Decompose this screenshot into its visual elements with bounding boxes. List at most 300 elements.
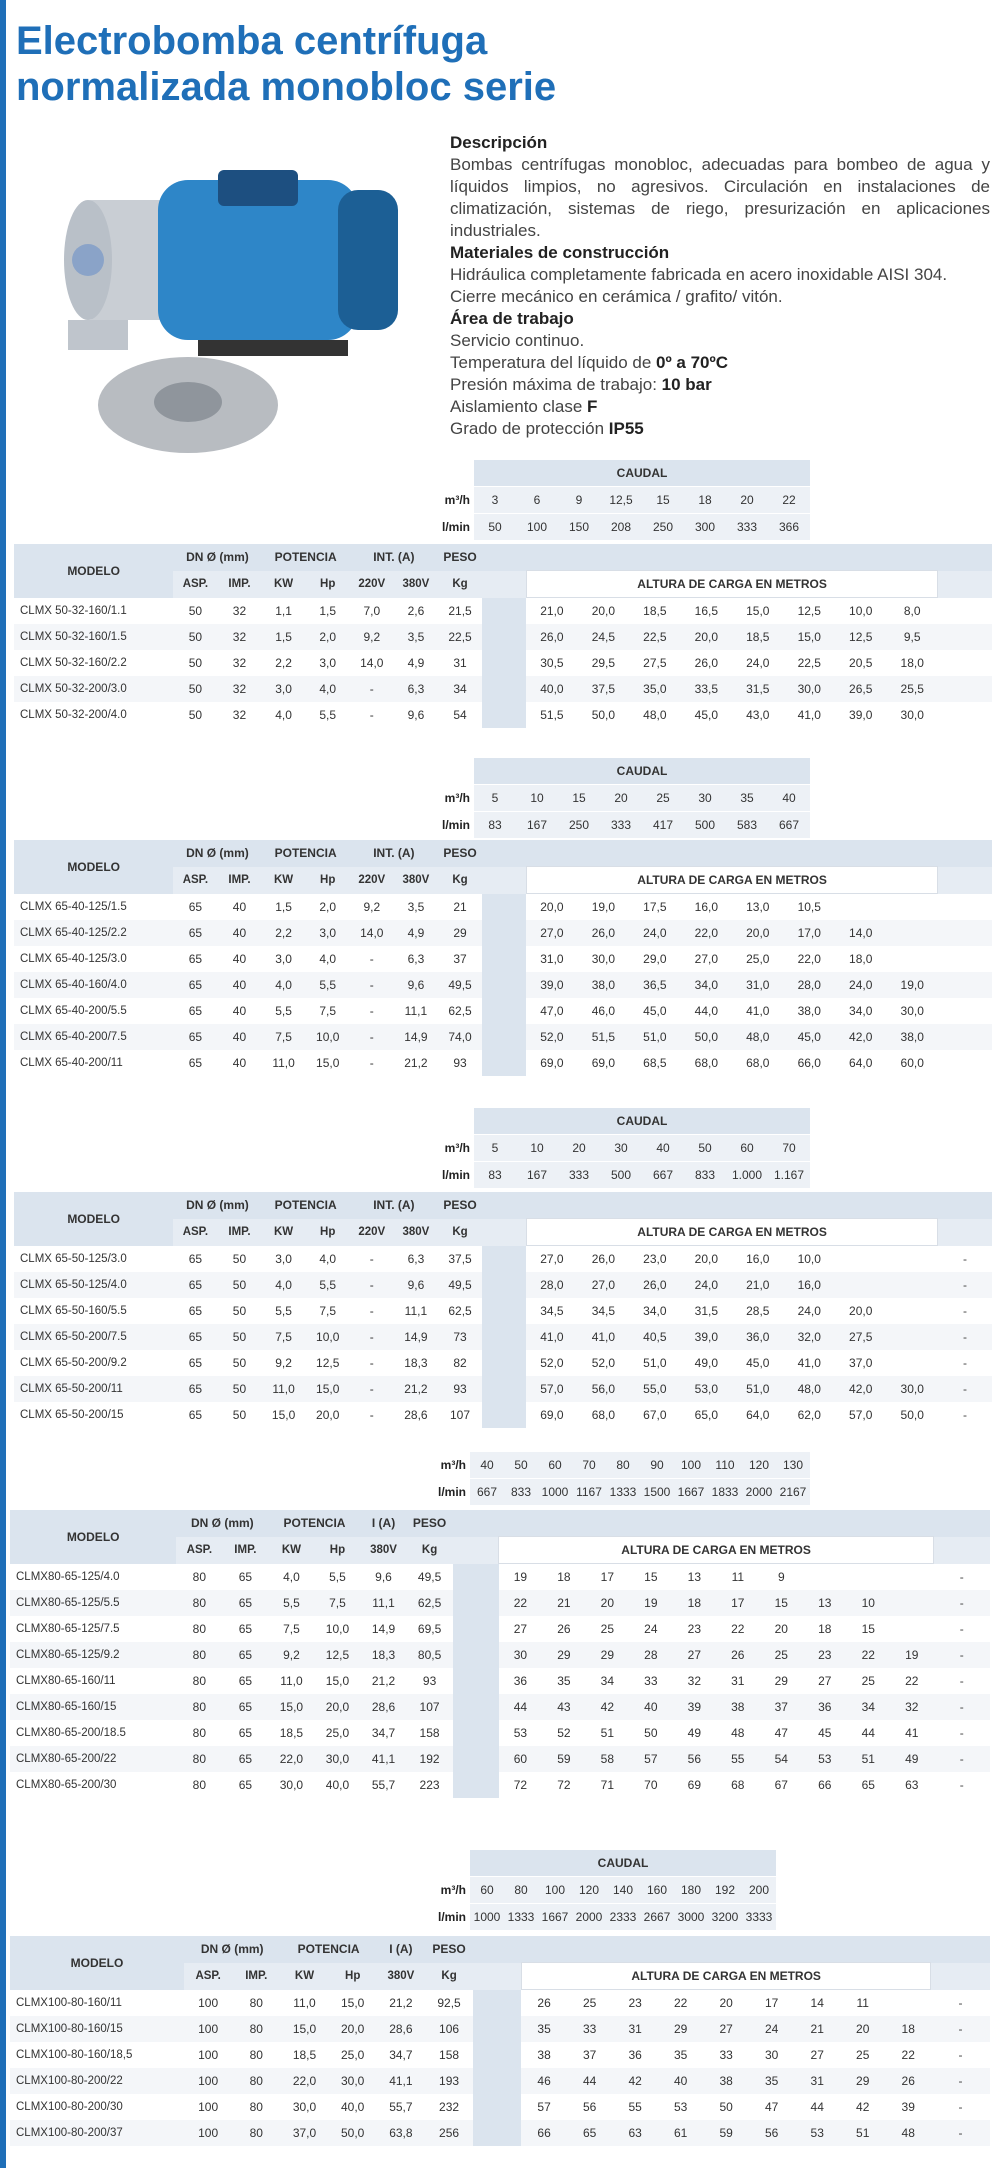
head-value: 51,0: [643, 1356, 667, 1370]
spec-value: 100: [184, 2016, 232, 2042]
table-row: [10, 2120, 990, 2146]
subheader: Hp: [314, 1537, 360, 1564]
spec-value: 106: [425, 2016, 473, 2042]
head-value: 20,0: [591, 604, 616, 618]
head-value: 20,0: [540, 900, 564, 914]
row-dash: -: [933, 1694, 990, 1720]
peso-header: PESO: [438, 1192, 482, 1219]
spec-value: 65: [238, 1726, 253, 1740]
spec-value: 5,5: [306, 1272, 350, 1298]
flow-lmin: 583: [726, 812, 768, 839]
head-value: 63: [905, 1778, 919, 1792]
head-value: 26,0: [591, 1252, 616, 1266]
head-value: 29,0: [643, 952, 667, 966]
spec-value: 7,5: [283, 1622, 300, 1636]
spec-value: 15,0: [325, 1674, 350, 1688]
flow-m3h: 110: [708, 1452, 742, 1479]
row-dash: -: [931, 2016, 990, 2042]
dn-header: DN Ø (mm): [173, 840, 261, 867]
potencia-header: POTENCIA: [262, 1192, 350, 1219]
head-value: 28,0: [526, 1272, 577, 1298]
head-value: 23: [628, 1996, 642, 2010]
head-value: 24,0: [681, 1272, 732, 1298]
head-value: 29: [658, 2016, 704, 2042]
unit-m3h: m³/h: [426, 1877, 470, 1904]
head-value: 59: [703, 2120, 749, 2146]
flow-lmin: 2000: [742, 1479, 776, 1506]
spec-value: 2,2: [275, 656, 292, 670]
model-name: CLMX100-80-200/30: [16, 2101, 123, 2113]
spec-value: 50: [232, 1251, 247, 1266]
head-value: 53: [673, 2100, 688, 2114]
head-value: 51,5: [578, 1024, 629, 1050]
subheader: KW: [280, 1963, 328, 1990]
dn-header: DN Ø (mm): [184, 1936, 280, 1963]
spec-value: 3,0: [275, 952, 292, 966]
current-header: INT. (A): [350, 544, 438, 571]
spec-value: 28,6: [377, 2016, 425, 2042]
spec-value: 15,0: [280, 2016, 328, 2042]
table-row: [14, 998, 992, 1024]
spec-value: 50: [217, 1324, 261, 1350]
head-value: 27: [810, 2048, 824, 2062]
head-value: 38,0: [578, 972, 629, 998]
head-value: 72: [557, 1778, 571, 1792]
head-value: 14,0: [835, 920, 886, 946]
spec-value: 93: [438, 1376, 482, 1402]
head-value: 17,5: [643, 900, 667, 914]
head-value: 34,0: [643, 1304, 667, 1318]
flow-m3h: 120: [572, 1877, 606, 1904]
head-value: 33: [567, 2016, 613, 2042]
flow-lmin: 1.167: [768, 1162, 810, 1189]
row-dash: -: [962, 1251, 967, 1266]
model-name: CLMX 50-32-160/1.5: [14, 624, 173, 650]
row-dash: -: [962, 1304, 967, 1318]
head-value: 65,0: [694, 1408, 718, 1422]
model-name: CLMX 65-50-200/15: [20, 1409, 124, 1421]
spec-value: 4,0: [306, 676, 350, 702]
spec-value: 80,5: [407, 1642, 453, 1668]
spec-value: 50: [188, 656, 203, 670]
spec-value: 9,2: [363, 899, 381, 914]
flow-m3h: 3: [474, 487, 516, 514]
spec-value: 5,5: [319, 708, 337, 722]
head-value: 68: [731, 1778, 745, 1792]
head-value: 48: [885, 2120, 931, 2146]
head-value: 20,0: [732, 920, 783, 946]
spec-value: -: [369, 1356, 374, 1370]
subheader: IMP.: [217, 867, 261, 894]
flow-m3h: 5: [474, 1135, 516, 1162]
head-value: 24: [749, 2016, 795, 2042]
table-row: [14, 1376, 992, 1402]
head-value: 60: [499, 1746, 542, 1772]
head-value: 27,0: [540, 1252, 564, 1266]
model-name: CLMX 65-50-200/11: [14, 1376, 173, 1402]
head-value: 40,5: [629, 1324, 680, 1350]
flow-m3h: 140: [606, 1877, 640, 1904]
spec-value: 1,5: [275, 899, 292, 914]
head-value: 27: [818, 1674, 832, 1688]
head-value: 12,5: [835, 624, 886, 650]
subheader: Hp: [306, 1219, 350, 1246]
head-value: 18: [673, 1590, 716, 1616]
head-value: 67,0: [643, 1408, 667, 1422]
flow-m3h: 40: [642, 1135, 684, 1162]
spec-value: 65: [222, 1590, 268, 1616]
spec-value: 37,0: [280, 2120, 328, 2146]
subheader: ASP.: [184, 1963, 232, 1990]
head-value: 56: [749, 2120, 795, 2146]
table-row: [10, 2068, 990, 2094]
spec-table: [14, 544, 992, 728]
spec-value: 107: [407, 1694, 453, 1720]
altura-header: ALTURA DE CARGA EN METROS: [526, 571, 938, 598]
flow-lmin: 50: [474, 514, 516, 541]
head-value: 31: [794, 2068, 840, 2094]
flow-m3h: 130: [776, 1452, 810, 1479]
flow-lmin: 667: [470, 1479, 504, 1506]
head-value: 20,0: [681, 624, 732, 650]
flow-m3h: 35: [726, 785, 768, 812]
peso-header: PESO: [407, 1510, 453, 1537]
spec-value: 223: [419, 1778, 440, 1792]
flow-m3h: 5: [474, 785, 516, 812]
spec-value: 7,0: [363, 603, 381, 618]
head-value: 24: [644, 1622, 658, 1636]
head-value: [835, 894, 886, 921]
flow-lmin: 150: [558, 514, 600, 541]
spec-value: 11,0: [280, 1674, 303, 1688]
spec-value: 28,6: [404, 1408, 428, 1422]
head-value: 17,0: [784, 920, 835, 946]
model-name: CLMX 65-40-125/2.2: [14, 920, 173, 946]
spec-value: 62,5: [448, 1304, 472, 1318]
spec-value: 28,6: [361, 1694, 407, 1720]
head-value: 52,0: [526, 1024, 577, 1050]
head-value: 57: [537, 2100, 551, 2114]
head-value: 8,0: [903, 604, 921, 618]
head-value: 17: [716, 1590, 759, 1616]
head-value: 34,5: [591, 1304, 616, 1318]
spec-value: 65: [188, 1408, 203, 1422]
spec-value: 50: [173, 676, 217, 702]
spec-value: 62,5: [448, 1004, 472, 1018]
head-value: 38,0: [797, 1004, 821, 1018]
spec-value: 3,0: [275, 1251, 292, 1266]
head-value: 20,0: [849, 1304, 873, 1318]
head-value: 52,0: [591, 1356, 616, 1370]
head-value: 44: [861, 1726, 875, 1740]
spec-value: 3,5: [394, 624, 438, 650]
head-value: 53: [513, 1726, 528, 1740]
spec-value: 256: [425, 2120, 473, 2146]
flow-m3h: 100: [538, 1877, 572, 1904]
spec-value: -: [369, 1056, 374, 1070]
unit-lmin: l/min: [430, 812, 474, 839]
unit-m3h: m³/h: [430, 487, 474, 514]
head-value: 40,0: [526, 676, 577, 702]
model-name: CLMX100-80-200/37: [10, 2120, 184, 2146]
head-value: 34,0: [681, 972, 732, 998]
head-value: 68,5: [643, 1056, 667, 1070]
spec-value: 21,2: [394, 1376, 438, 1402]
spec-value: 40: [232, 1004, 247, 1018]
spec-value: 65: [238, 1622, 253, 1636]
head-value: 34,0: [849, 1004, 873, 1018]
head-value: 31: [731, 1674, 745, 1688]
spec-value: 40: [217, 1024, 261, 1050]
head-value: 51: [847, 1746, 890, 1772]
spec-value: 100: [198, 2100, 219, 2114]
row-dash: [938, 676, 992, 702]
caudal-label: CAUDAL: [470, 1850, 776, 1877]
head-value: 22: [673, 1996, 688, 2010]
row-dash: -: [933, 1590, 990, 1616]
flow-m3h: 180: [674, 1877, 708, 1904]
flow-lmin: 667: [642, 1162, 684, 1189]
head-value: 69,0: [540, 1408, 564, 1422]
table-row: [14, 702, 992, 728]
model-name: CLMX80-65-125/4.0: [16, 1570, 120, 1583]
materials-heading: Materiales de construcción: [450, 243, 670, 262]
head-value: 33: [719, 2048, 733, 2062]
spec-value: 21,2: [404, 1056, 428, 1070]
head-value: 30,0: [591, 952, 616, 966]
head-value: 26: [557, 1622, 571, 1636]
spec-value: 21,2: [371, 1674, 396, 1688]
caudal-label: CAUDAL: [474, 1108, 810, 1135]
spec-value: 50,0: [329, 2120, 377, 2146]
subheader: ASP.: [173, 571, 217, 598]
spec-value: 4,0: [283, 1569, 300, 1584]
head-value: 25: [856, 2048, 870, 2062]
head-value: 58: [586, 1746, 629, 1772]
unit-lmin: l/min: [426, 1904, 470, 1931]
table-row: [14, 1272, 992, 1298]
flow-lmin: 300: [684, 514, 726, 541]
unit-lmin: l/min: [430, 1162, 474, 1189]
head-value: 30,0: [886, 1376, 937, 1402]
unit-m3h: m³/h: [426, 1452, 470, 1479]
flow-lmin: 250: [642, 514, 684, 541]
spec-value: 6,3: [407, 1251, 425, 1266]
model-name: CLMX80-65-125/7.5: [16, 1623, 120, 1635]
head-value: 38: [716, 1694, 759, 1720]
spec-value: 80: [249, 1995, 263, 2010]
potencia-header: POTENCIA: [262, 840, 350, 867]
head-value: 68,0: [591, 1408, 616, 1422]
head-value: 50,0: [591, 708, 616, 722]
head-value: [886, 1324, 937, 1350]
spec-value: 100: [184, 2068, 232, 2094]
spec-value: 55,7: [389, 2100, 413, 2114]
head-value: 26: [885, 2068, 931, 2094]
head-value: [886, 946, 937, 972]
table-row: [10, 2042, 990, 2068]
head-value: 44,0: [694, 1004, 718, 1018]
spec-value: 31: [453, 656, 467, 670]
head-value: 47: [774, 1726, 788, 1740]
head-value: 61: [658, 2120, 704, 2146]
spec-value: 2,2: [262, 920, 306, 946]
head-value: 57,0: [526, 1376, 577, 1402]
spec-value: 80: [232, 2016, 280, 2042]
flow-lmin: 3000: [674, 1904, 708, 1931]
table-row: [10, 1668, 990, 1694]
head-value: [890, 1616, 933, 1642]
table-row: [14, 894, 992, 921]
head-value: 19: [890, 1642, 933, 1668]
current-header: INT. (A): [350, 1192, 438, 1219]
flow-lmin: 1.000: [726, 1162, 768, 1189]
head-value: 27: [513, 1622, 528, 1636]
spec-value: 65: [173, 1376, 217, 1402]
head-value: 48,0: [732, 1024, 783, 1050]
head-value: 19: [513, 1570, 528, 1584]
head-value: 31,5: [732, 676, 783, 702]
flow-lmin: 1500: [640, 1479, 674, 1506]
spec-table: [10, 1510, 990, 1798]
spec-value: 3,5: [407, 899, 425, 914]
head-value: 31,5: [694, 1304, 718, 1318]
head-value: 22: [731, 1622, 745, 1636]
spec-value: 18,5: [279, 1726, 304, 1740]
head-value: 18,0: [900, 656, 924, 670]
head-value: 20,5: [849, 656, 873, 670]
spec-value: 65: [188, 1004, 203, 1018]
head-value: 26,0: [526, 624, 577, 650]
spec-value: 7,5: [262, 1024, 306, 1050]
spec-value: 100: [184, 2120, 232, 2146]
head-value: [835, 1246, 886, 1273]
table-row: [14, 624, 992, 650]
model-name: CLMX100-80-200/22: [10, 2068, 184, 2094]
subheader: Hp: [329, 1963, 377, 1990]
peso-header: PESO: [438, 544, 482, 571]
head-value: 69,0: [540, 1056, 564, 1070]
head-value: 51,0: [732, 1376, 783, 1402]
head-value: 48,0: [643, 708, 667, 722]
spec-value: 15,0: [341, 1995, 365, 2010]
head-value: 27: [703, 2016, 749, 2042]
spec-value: -: [369, 1004, 374, 1018]
flow-lmin: 167: [516, 812, 558, 839]
subheader: 220V: [350, 1219, 394, 1246]
flow-m3h: 6: [516, 487, 558, 514]
caudal-label: CAUDAL: [474, 460, 810, 487]
spec-value: 9,6: [407, 708, 425, 722]
model-name: CLMX80-65-200/30: [16, 1779, 117, 1791]
head-value: 35,0: [629, 676, 680, 702]
spec-value: 2,0: [319, 899, 337, 914]
subheader: KW: [268, 1537, 314, 1564]
flow-m3h: 15: [642, 487, 684, 514]
model-name: CLMX 65-50-125/3.0: [20, 1252, 127, 1265]
head-value: 38: [537, 2048, 551, 2062]
head-value: 15,0: [746, 604, 770, 618]
head-value: 64,0: [849, 1056, 873, 1070]
spec-value: -: [350, 1024, 394, 1050]
spec-value: 3,0: [319, 656, 337, 670]
row-dash: -: [931, 2068, 990, 2094]
head-value: 19,0: [886, 972, 937, 998]
spec-value: 11,1: [404, 1004, 428, 1018]
unit-lmin: l/min: [426, 1479, 470, 1506]
subheader: KW: [262, 867, 306, 894]
flow-lmin: 2167: [776, 1479, 810, 1506]
head-value: 27,5: [835, 1324, 886, 1350]
spec-value: -: [369, 708, 374, 722]
head-value: 66,0: [797, 1056, 821, 1070]
spec-value: 5,5: [275, 1004, 292, 1018]
caudal-label: CAUDAL: [474, 758, 810, 785]
subheader: 380V: [394, 867, 438, 894]
spec-value: 63,8: [377, 2120, 425, 2146]
head-value: 65: [861, 1778, 875, 1792]
flow-lmin: 208: [600, 514, 642, 541]
caudal-table: [430, 460, 810, 541]
spec-value: -: [369, 1408, 374, 1422]
head-value: 72: [513, 1778, 528, 1792]
head-value: 41,0: [797, 708, 821, 722]
spec-value: 41,1: [361, 1746, 407, 1772]
flow-lmin: 1167: [572, 1479, 606, 1506]
head-value: 42: [586, 1694, 629, 1720]
spec-value: 80: [232, 2068, 280, 2094]
row-dash: [938, 624, 992, 650]
head-value: 21,0: [540, 604, 564, 618]
spec-value: 15,0: [271, 1408, 296, 1422]
table-row: [14, 1350, 992, 1376]
head-value: 20: [840, 2016, 886, 2042]
subheader: ASP.: [173, 867, 217, 894]
spec-value: 74,0: [438, 1024, 482, 1050]
spec-value: 65: [238, 1674, 253, 1688]
modelo-header: MODELO: [14, 1192, 173, 1246]
spec-value: 65: [238, 1569, 253, 1584]
row-dash: -: [933, 1746, 990, 1772]
spec-value: 14,9: [371, 1622, 396, 1636]
head-value: 47: [765, 2100, 779, 2114]
materials-text-1: Hidráulica completamente fabricada en acero inoxidable AISI 304.: [450, 265, 948, 284]
spec-value: 1,1: [275, 603, 292, 618]
altura-header: ALTURA DE CARGA EN METROS: [526, 1219, 938, 1246]
head-value: 41,0: [797, 1356, 821, 1370]
head-value: 18: [885, 2016, 931, 2042]
spec-value: 65: [173, 1024, 217, 1050]
head-value: 18,5: [732, 624, 783, 650]
spec-value: 32: [217, 624, 261, 650]
head-value: 36: [628, 2048, 642, 2062]
head-value: 18: [818, 1622, 832, 1636]
table-row: [10, 1694, 990, 1720]
spec-value: 65: [238, 1778, 253, 1792]
head-value: [886, 1246, 937, 1273]
flow-m3h: 100: [674, 1452, 708, 1479]
current-header: I (A): [377, 1936, 425, 1963]
model-name: CLMX 50-32-200/4.0: [20, 709, 127, 721]
spec-value: 65: [173, 1324, 217, 1350]
spec-value: 193: [425, 2068, 473, 2094]
head-value: 41,0: [578, 1324, 629, 1350]
head-value: 19: [629, 1590, 672, 1616]
model-name: CLMX80-65-160/15: [10, 1694, 176, 1720]
head-value: 66: [521, 2120, 567, 2146]
spec-value: 12,5: [316, 1356, 340, 1370]
head-value: 30,0: [900, 1004, 924, 1018]
